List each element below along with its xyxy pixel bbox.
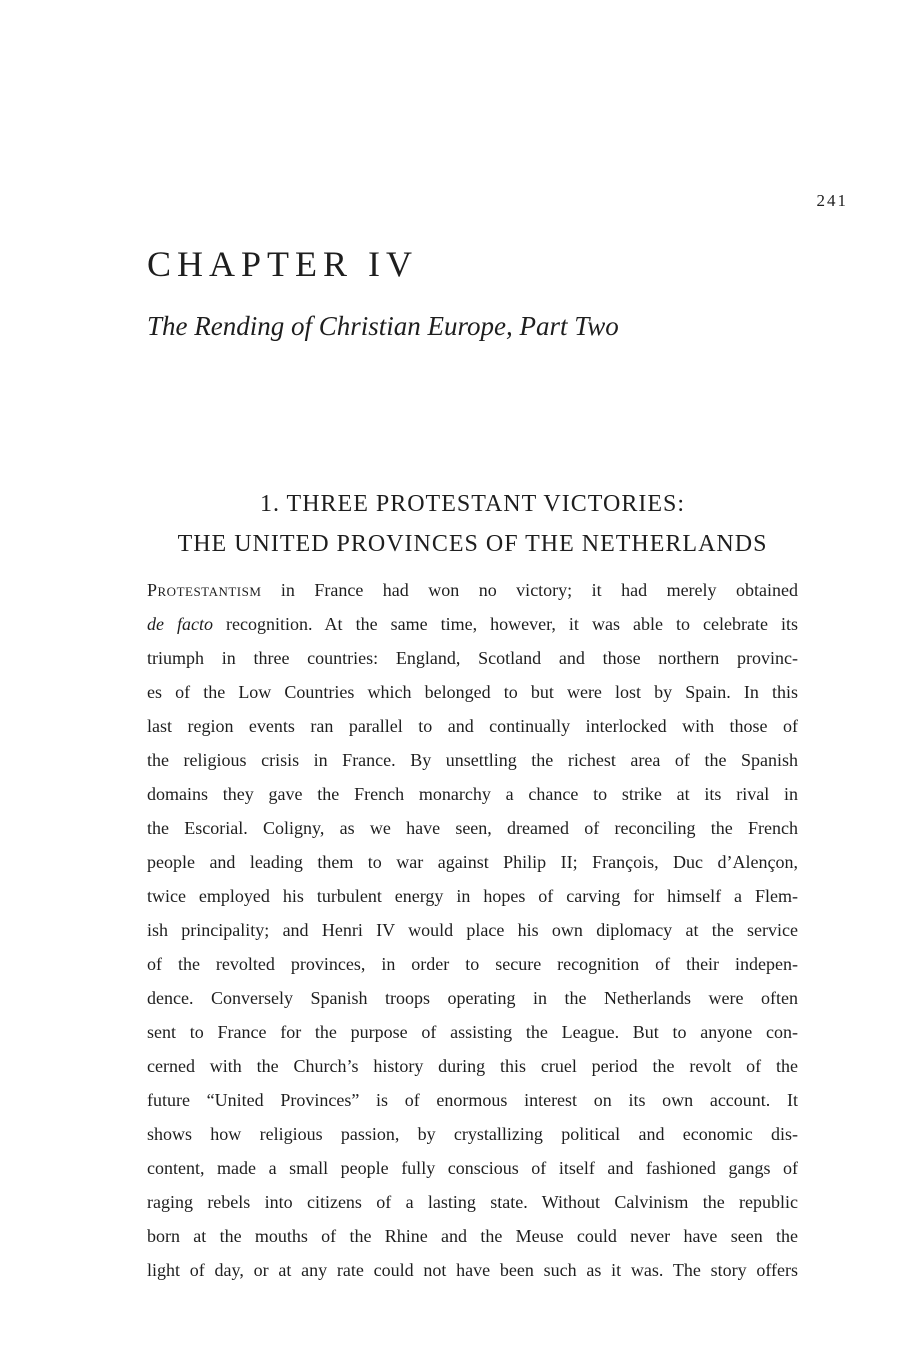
body-text-run: light of day, or at any rate could not have been such as it was. The story offers [147,1260,798,1280]
body-text-run: born at the mouths of the Rhine and the Meuse could never have seen the [147,1226,798,1246]
body-text-run: domains they gave the French monarchy a chance to strike at its rival in [147,784,798,804]
body-text-run: future “United Provinces” is of enormous interest on its own account. It [147,1090,798,1110]
body-text-run: people and leading them to war against Philip II; François, Duc d’Alençon, [147,852,798,872]
body-line [147,573,798,607]
body-text-run: last region events ran parallel to and continually interlocked with those of [147,716,798,736]
body-line [147,709,798,743]
body-text-run: triumph in three countries: England, Scotland and those northern provinc- [147,648,798,668]
body-text-run: es of the Low Countries which belonged to but were lost by Spain. In this [147,682,798,702]
body-line [147,947,798,981]
body-line [147,811,798,845]
body-text-run: ish principality; and Henri IV would place his own diplomacy at the service [147,920,798,940]
body-line [147,845,798,879]
body-line [147,1015,798,1049]
body-line [147,1049,798,1083]
body-line [147,981,798,1015]
body-text-run: dence. Conversely Spanish troops operating in the Netherlands were often [147,988,798,1008]
body-text-run: the religious crisis in France. By unsettling the richest area of the Spanish [147,750,798,770]
body-line [147,1253,798,1287]
body-line [147,1185,798,1219]
smallcaps-text: Protestantism [147,580,262,600]
chapter-title: CHAPTER IV [147,244,419,284]
body-text-run: content, made a small people fully conscious of itself and fashioned gangs of [147,1158,798,1178]
page-number: 241 [816,191,848,210]
body-line [147,1219,798,1253]
italic-text: de facto [147,614,214,634]
body-line [147,913,798,947]
body-line [147,1117,798,1151]
section-heading-line-2: THE UNITED PROVINCES OF THE NETHERLANDS [177,531,768,557]
body-paragraph [147,573,798,1287]
body-text-run: recognition. At the same time, however, it was able to celebrate its [213,614,798,634]
body-line [147,1083,798,1117]
body-line [147,675,798,709]
body-line [147,777,798,811]
section-heading [147,484,798,564]
body-text-run: the Escorial. Coligny, as we have seen, dreamed of reconciling the French [147,818,798,838]
body-line [147,641,798,675]
body-line [147,1151,798,1185]
section-heading-line-1: 1. THREE PROTESTANT VICTORIES: [259,491,685,517]
body-line [147,743,798,777]
body-text-run: of the revolted provinces, in order to secure recognition of their indepen- [147,954,798,974]
body-text-run: twice employed his turbulent energy in hopes of carving for himself a Flem- [147,886,798,906]
body-text-run: in France had won no victory; it had merely obtained [261,580,798,600]
body-text-run: cerned with the Church’s history during this cruel period the revolt of the [147,1056,798,1076]
body-line [147,879,798,913]
body-text-run: raging rebels into citizens of a lasting state. Without Calvinism the republic [147,1192,798,1212]
body-text-run: shows how religious passion, by crystallizing political and economic dis- [147,1124,798,1144]
chapter-subtitle: The Rending of Christian Europe, Part Two [147,311,619,341]
body-text-run: sent to France for the purpose of assisting the League. But to anyone con- [147,1022,798,1042]
body-line [147,607,798,641]
